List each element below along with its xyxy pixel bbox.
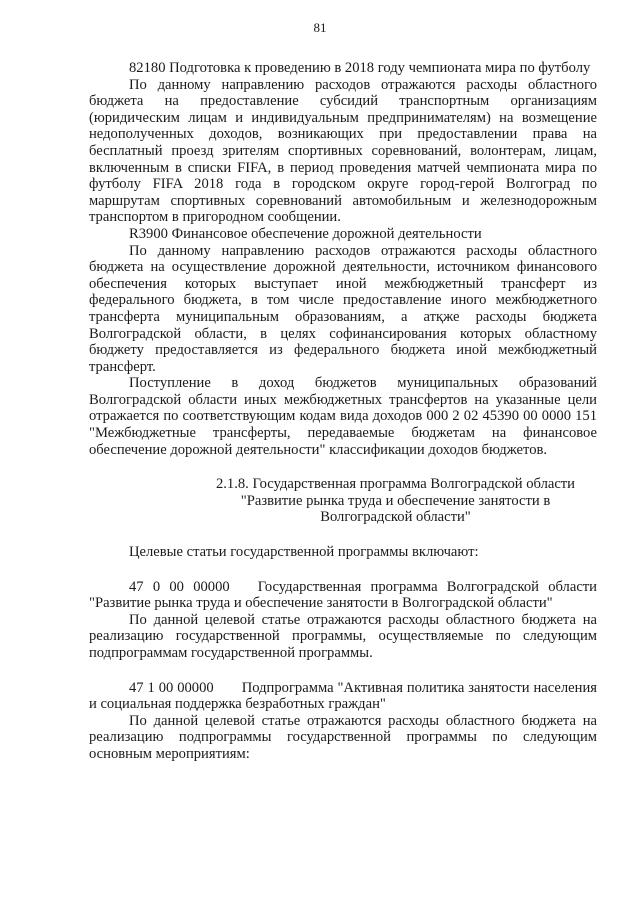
- program-item-47-0: [89, 579, 597, 612]
- section-heading: [89, 476, 597, 526]
- section-heading-line-1: 2.1.8. Государственная программа Волгоградской области: [215, 476, 575, 493]
- paragraph-expense-82180-title: 82180 Подготовка к проведению в 2018 году чемпионата мира по футболу: [129, 60, 591, 76]
- section-heading-line-3: Волгоградской области": [320, 509, 471, 526]
- program-code: 47 0 00 00000: [129, 578, 230, 595]
- section-intro: Целевые статьи государственной программы включают:: [129, 544, 479, 561]
- subprogram-title: Подпрограмма "Активная политика занятости населения и социальная поддержка безработных граждан": [89, 679, 597, 713]
- program-item-47-1: [89, 680, 597, 713]
- document-body: [89, 60, 597, 763]
- page-number: 81: [313, 20, 327, 35]
- paragraph-revenue-codes: Поступление в доход бюджетов муниципальных образований Волгоградской области иных межбюджетных трансфертов на указанные цели отражается по соответствующим кодам вида доходов 000 2 02 45390 00 0000 151 "Межбюджетные трансферты, передаваемые бюджетам на финансовое обеспечение дорожной деятельности" классификации доходов бюджетов.: [89, 375, 597, 458]
- paragraph-expense-82180-desc: По данному направлению расходов отражаются расходы областного бюджета на предоставление субсидий транспортным организациям (юридическим лицам и индивидуальным предпринимателям) на возмещение недополученных доходов, возникающих при предоставлении права на бесплатный проезд зрителям спортивных соревнований, волонтерам, лицам, включенным в списки FIFA, в период проведения матчей чемпионата мира по футболу FIFA 2018 года в городском округе город-герой Волгоград по маршрутам спортивных соревнований автомобильным и железнодорожным транспортом в пригородном сообщении.: [89, 76, 597, 226]
- program-item-47-1-desc: По данной целевой статье отражаются расходы областного бюджета на реализацию подпрограммы государственной программы по следующим основным мероприятиям:: [89, 712, 597, 762]
- program-title: Государственная программа Волгоградской области "Развитие рынка труда и обеспечение занятости в Волгоградской области": [89, 578, 597, 612]
- paragraph-expense-r3900-desc: По данному направлению расходов отражаются расходы областного бюджета на осуществление дорожной деятельности, источником финансового обеспечения которых выступает иной межбюджетный трансферт из федерального бюджета, в том числе предоставление иного межбюджетного трансферта муниципальным образованиям, а атқже расходы бюджета Волгоградской области, в целях софинансирования которых областному бюджету предоставляется из федерального бюджета иной межбюджетный трансферт.: [89, 242, 597, 375]
- subprogram-code: 47 1 00 00000: [129, 679, 214, 696]
- program-item-47-0-desc: По данной целевой статье отражаются расходы областного бюджета на реализацию государственной программы, осуществляемые по следующим подпрограммам государственной программы.: [89, 611, 597, 661]
- section-heading-line-2: "Развитие рынка труда и обеспечение занятости в: [240, 492, 551, 509]
- paragraph-expense-r3900-title: R3900 Финансовое обеспечение дорожной деятельности: [129, 225, 482, 242]
